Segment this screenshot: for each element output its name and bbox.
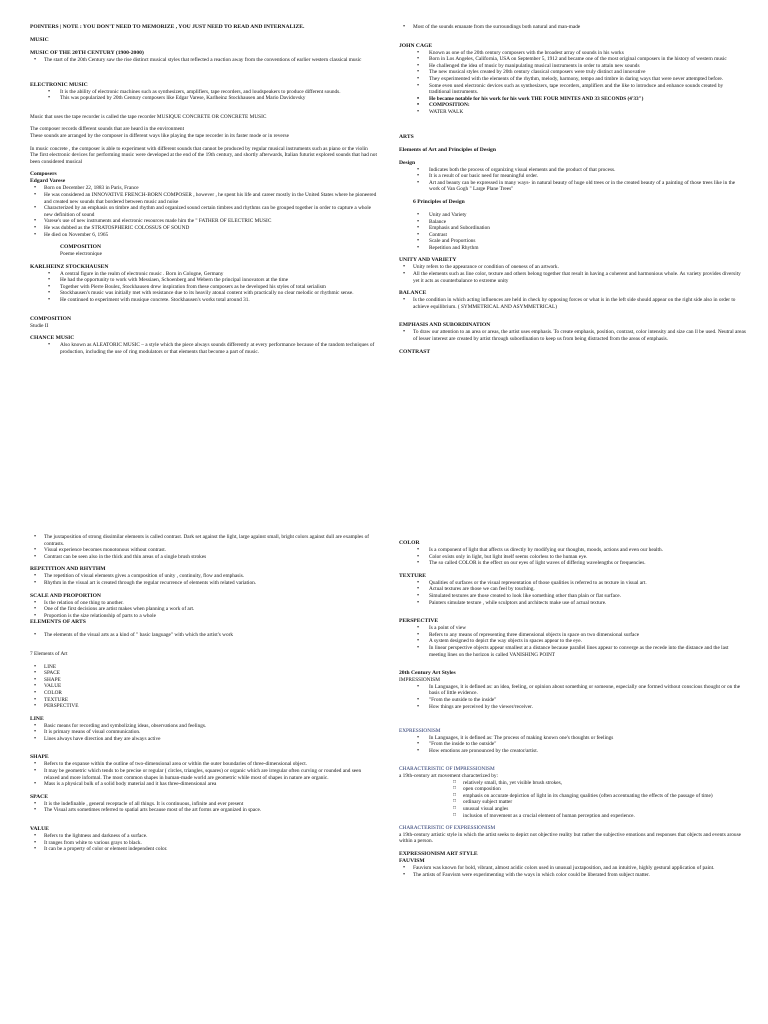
- list-item: • The juxtaposition of strong dissimilar elements is called contrast. Dark set against the light, large against small, bright colors against dull are examples of contrasts.: [30, 534, 377, 547]
- list-item: • How things are perceived by the viewer/receiver.: [399, 704, 746, 711]
- design-list: [399, 167, 746, 193]
- repetition-list: [30, 573, 377, 586]
- list-item: • Unity refers to the appearance or condition of oneness of an artwork.: [399, 264, 746, 271]
- list-item: □ ordinary subject matter: [399, 799, 746, 806]
- concrete-paragraph: These sounds are arranged by the composer in different ways like playing the tape recorder in its faster mode or in reverse: [30, 132, 289, 139]
- list-item: • LINE: [30, 664, 377, 671]
- list-item: • It is primary means of visual communication.: [30, 729, 377, 736]
- list-item: • The new musical styles created by 20th century classical composers were truly distinct and innovative: [399, 69, 746, 76]
- list-item: • Lines always have direction and they are always active: [30, 736, 377, 743]
- list-item: • It may be geometric which tends to be precise or regular ( circles, triangles, squares) or organic which are irregular often curving or rounded and seen relaxed and more informal. The most common shapes in human-made world are geometric while most of shapes in nature are organic.: [30, 768, 377, 781]
- list-item: • The start of the 20th Century saw the rise distinct musical styles that reflected a reaction away from the conventions of earlier western classical music: [30, 57, 377, 64]
- page-two: [0, 512, 768, 1024]
- list-item: • SPACE: [30, 670, 377, 677]
- characteristic-impressionism-heading: CHARACTERISTIC OF IMPRESSIONISM: [399, 766, 495, 773]
- list-item: • They experimented with the elements of the rhythm, melody, harmony, tempo and timbre in daring ways that were never attempted before.: [399, 76, 746, 83]
- balance-heading: BALANCE: [399, 290, 427, 297]
- list-item: • A system designed to depict the way objects in spaces appear to the eye.: [399, 638, 746, 645]
- chance-music-heading: CHANCE MUSIC: [30, 335, 75, 342]
- list-item: • Mass is a physical bulk of a solid body material and it has three-dimensional area: [30, 781, 377, 788]
- list-item: • "From the outside to the inside": [399, 697, 746, 704]
- texture-list: [399, 580, 746, 606]
- concrete-paragraph: The composer records different sounds that are heard in the environment: [30, 126, 185, 133]
- composition-heading: COMPOSITION: [60, 244, 102, 251]
- characteristic-impressionism-intro: a 19th-century art movement characterized by:: [399, 773, 498, 780]
- list-item: • Refers to any means of representing three dimensional objects in space on two dimensional surface: [399, 632, 746, 639]
- list-item: • It ranges from white to various grays to black.: [30, 840, 377, 847]
- composition-work: Studie II: [30, 322, 49, 329]
- list-item: • He challenged the idea of music by manipulating musical instruments in order to attain new sounds: [399, 63, 746, 70]
- design-heading: Design: [399, 159, 416, 166]
- varese-list: [30, 185, 377, 238]
- list-item: • Contrast: [399, 232, 746, 239]
- perspective-heading: PERSPECTIVE: [399, 618, 439, 625]
- list-item: • VALUE: [30, 683, 377, 690]
- list-item: • Some even used electronic devices such as synthesizers, tape recorders, amplifiers and the like to introduce and enhance sounds created by traditional instruments.: [399, 83, 746, 96]
- list-item: • Born on December 22, 1883 in Paris, France: [30, 185, 377, 192]
- page-one-right-column: [399, 24, 746, 356]
- list-item: • Most of the sounds emanate from the surroundings both natural and man-made: [399, 24, 746, 31]
- art-styles-heading: 20th Century Art Styles: [399, 670, 456, 677]
- value-heading: VALUE: [30, 826, 49, 833]
- stockhausen-heading: KARLHEINZ STOCKHAUSEN: [30, 263, 109, 270]
- list-item: • WATER WALK: [399, 109, 746, 116]
- list-item: • In Languages, it is defined as: an idea, feeling, or opinion about something or someone, especially one formed without conscious thought or on the basis of little evidence.: [399, 684, 746, 697]
- space-list: [30, 801, 377, 814]
- list-item: • The Visual arts sometimes referred to spatial arts because most of the art forms are organized in space.: [30, 807, 377, 814]
- unity-variety-heading: UNITY AND VARIETY: [399, 257, 457, 264]
- list-item: • Simulated textures are those created to look like something other than plain or flat surface.: [399, 593, 746, 600]
- music-20th-list: [30, 57, 377, 64]
- list-item: □ open composition: [399, 786, 746, 793]
- list-item: • TEXTURE: [30, 697, 377, 704]
- list-item: • Is a component of light that affects us directly by modifying our thoughts, moods, actions and even our health.: [399, 547, 746, 554]
- list-item: • Is a point of view: [399, 625, 746, 632]
- list-item: • Repetition and Rhythm: [399, 245, 746, 252]
- characteristic-expressionism-text: a 19th-century artistic style in which the artist seeks to depict not objective reality but rather the subjective emotions and responses that objects and events arouse within a person.: [399, 831, 741, 845]
- characteristic-impressionism-list: [399, 780, 746, 820]
- characteristic-expressionism-heading: CHARACTERISTIC OF EXPRESSIONISM: [399, 825, 496, 832]
- list-item: • Also known as ALEATORIC MUSIC – a style which the piece always sounds differently at every performance because of the random techniques of production, including the use of ring modulators or that elements that become a part of music.: [30, 342, 377, 355]
- fauvism-heading: FAUVISM: [399, 858, 425, 864]
- list-item: • It is a result of our basic need for meaningful order.: [399, 173, 746, 180]
- perspective-list: [399, 625, 746, 658]
- color-list: [399, 547, 746, 567]
- contrast-list: [30, 534, 377, 560]
- list-item: • PERSPECTIVE: [30, 703, 377, 710]
- emphasis-list: [399, 329, 746, 342]
- elements-principles-heading: Elements of Art and Principles of Design: [399, 146, 496, 153]
- list-item: • Painters simulate texture , while sculptors and architects make use of actual texture.: [399, 600, 746, 607]
- concrete-paragraph: In music concrete , the composer is able to experiment with different sounds that cannot be produced by regular musical instruments such as piano or the violin: [30, 145, 368, 152]
- page-two-left-column: [30, 534, 377, 853]
- musique-concrete-line: Music that uses the tape recorder is called the tape recorder MUSIQUE CONCRETE OR CONCRETE MUSIC: [30, 113, 267, 120]
- fauvism-list: [399, 865, 746, 878]
- line-list: [30, 723, 377, 743]
- seven-elements-heading: 7 Elements of Art: [30, 650, 68, 657]
- balance-list: [399, 297, 746, 310]
- list-item: • COLOR: [30, 690, 377, 697]
- composition-work: Poeme electronique: [60, 251, 102, 258]
- list-item: • Qualities of surfaces or the visual representation of those qualities is referred to as texture in visual art.: [399, 580, 746, 587]
- list-item: • Rhythm in the visual art is created through the regular recurrence of elements with related variation.: [30, 580, 377, 587]
- seven-elements-list: [30, 664, 377, 710]
- list-item: • The repetition of visual elements gives a composition of unity , continuity, flow and emphasis.: [30, 573, 377, 580]
- list-item: • Is the condition in which acting influences are held in check by opposing forces or what is in the left side should appear on the right side also in order to achieve equilibrium. ( SYMMETRICAL AND ASYMMETRICAL): [399, 297, 746, 310]
- list-item: • Scale and Proportions: [399, 238, 746, 245]
- emphasis-heading: EMPHASIS AND SUBORDINATION: [399, 322, 491, 329]
- impressionism-heading: IMPRESSIONISM: [399, 677, 440, 684]
- list-item: □ relatively small, thin, yet visible brush strokes,: [399, 780, 746, 787]
- composition-heading: COMPOSITION: [30, 315, 72, 322]
- list-item: • The artists of Fauvism were experimenting with the ways in which color could be liberated from subject matter.: [399, 872, 746, 879]
- list-item: • Emphasis and Subordination: [399, 225, 746, 232]
- space-heading: SPACE: [30, 793, 48, 800]
- list-item: • One of the first decisions are artist makes when planning a work of art.: [30, 606, 377, 613]
- list-item: • Color exists only in light, but light itself seems colorless to the human eye.: [399, 554, 746, 561]
- list-item: □ inclusion of movement as a crucial element of human perception and experience.: [399, 813, 746, 820]
- list-item: • He had the opportunity to work with Messiaen, Schoenberg and Webern the principal innovators at the time: [30, 277, 377, 284]
- unity-list: [399, 264, 746, 284]
- list-item: • Refers to the lightness and darkness of a surface.: [30, 833, 377, 840]
- expressionism-heading: EXPRESSIONISM: [399, 728, 441, 735]
- shape-list: [30, 761, 377, 787]
- list-item: • Born in Los Angeles, California, USA on September 5, 1912 and became one of the most original composers in the history of western music: [399, 56, 746, 63]
- music-20th-century-heading: MUSIC OF THE 20TH CENTURY (1900-2000): [30, 50, 144, 56]
- stockhausen-list: [30, 271, 377, 304]
- list-item: • Contrast can be seen also in the thick and thin areas of a single brush strokes: [30, 554, 377, 561]
- value-list: [30, 833, 377, 853]
- list-item: • He died on November 6, 1965: [30, 232, 377, 239]
- list-item: • Varese's use of new instruments and electronic resources made him the " FATHER OF ELECTRIC MUSIC: [30, 218, 377, 225]
- music-heading: MUSIC: [30, 37, 49, 43]
- line-heading: LINE: [30, 715, 44, 722]
- list-item: □ unusual visual angles: [399, 806, 746, 813]
- list-item: • Balance: [399, 219, 746, 226]
- list-item: • This was popularized by 20th Century composers like Edgar Varese, Karlheinz Stockhausen and Mario Davidovsky: [30, 95, 377, 102]
- expressionism-list: [399, 735, 746, 755]
- list-item: • Characterized by an emphasis on timbre and rhythm and organized sound certain timbres and rhythms can be grouped together in order to capture a whole new definition of sound: [30, 205, 377, 218]
- repetition-rhythm-heading: REPETITION AND RHYTHM: [30, 566, 106, 573]
- color-heading: COLOR: [399, 540, 420, 546]
- list-item: □ emphasis on accurate depiction of light in its changing qualities (often accentuating the effects of the passage of time): [399, 793, 746, 800]
- john-cage-heading: JOHN CAGE: [399, 42, 433, 49]
- list-item: • It is the ability of electronic machines such as synthesizers, amplifiers, tape recorders, and loudspeakers to produce different sounds.: [30, 89, 377, 96]
- shape-heading: SHAPE: [30, 754, 49, 761]
- elements-list: [30, 632, 377, 639]
- list-item: • Is the relation of one thing to another.: [30, 600, 377, 607]
- list-item: • Actual textures are those we can feel by touching.: [399, 586, 746, 593]
- list-item: • Fauvism was known for bold, vibrant, almost acidic colors used in unusual juxtaposition, and an intuitive, highly gestural application of paint.: [399, 865, 746, 872]
- john-cage-list: [399, 50, 746, 116]
- list-item: • COMPOSITION:: [399, 102, 746, 109]
- list-item: • Indicates both the process of organizing visual elements and the product of that process.: [399, 167, 746, 174]
- list-item: • The elements of the visual arts as a kind of " basic language" with which the artist's work: [30, 632, 377, 639]
- list-item: • It can be a property of color or element independent color.: [30, 846, 377, 853]
- list-item: • A central figure in the realm of electronic music . Born in Cologne, Germany: [30, 271, 377, 278]
- composers-heading: Composers: [30, 171, 57, 178]
- contrast-heading: CONTRAST: [399, 348, 431, 355]
- list-item: • How emotions are pronounced by the creator/artist.: [399, 748, 746, 755]
- list-item: • Known as one of the 20th century composers with the broadest array of sounds in his works: [399, 50, 746, 57]
- list-item: • "From the inside to the outside": [399, 741, 746, 748]
- elements-of-arts-heading: ELEMENTS OF ARTS: [30, 619, 86, 626]
- list-item: • Visual experience becomes monotonous without contrast.: [30, 547, 377, 554]
- concrete-paragraph: The first electronic devices for performing music were developed at the end of the 19th century, and shortly afterwards, Italian futurist explored sounds that had not been considered musical: [30, 152, 377, 165]
- list-item: • Basic means for recording and symbolizing ideas, observations and feelings.: [30, 723, 377, 730]
- electronic-music-list: [30, 89, 377, 102]
- impressionism-list: [399, 684, 746, 710]
- pointers-header: POINTERS | NOTE : YOU DON'T NEED TO MEMORIZE , YOU JUST NEED TO READ AND INTERNALIZE.: [30, 24, 305, 30]
- list-item: • In linear perspective objects appear smallest at a distance because parallel lines appear to converge as the recede into the distance and the last meeting lines on the horizon is called VANISHING POINT: [399, 645, 746, 658]
- list-item: • Refers to the expanse within the outline of two-dimensional area or within the outer boundaries of three-dimensional object.: [30, 761, 377, 768]
- list-item: • Art and beauty can be expressed in many ways- in natural beauty of huge old trees or in the created beauty of a painting of those trees like in the work of Van Gogh " Large Plane Trees": [399, 180, 746, 193]
- list-item: • Proportion is the size relationship of parts to a whole: [30, 613, 377, 620]
- list-item: • To draw our attention to an area or areas, the artist uses emphasis. To create emphasis, position, contrast, color intensity and size can ll be used. Neutral areas of lesser interest are created by artist through subordination to keep us from being distracted from the areas of emphasis.: [399, 329, 746, 342]
- principles-list: [399, 212, 746, 252]
- six-principles-heading: 6 Principles of Design: [413, 198, 465, 205]
- list-item: • Stockhausen's music was initially met with resistance due to its heavily atonal content with practically no clear melodic or rhythmic sense.: [30, 290, 377, 297]
- sounds-list: [399, 24, 746, 31]
- list-item: • In Languages, it is defined as: The process of making known one's thoughts or feelings: [399, 735, 746, 742]
- list-item: • He became notable for his work for his work THE FOUR MINTES AND 33 SECONDS (4'33"): [399, 96, 746, 103]
- expressionism-style-heading: EXPRESSIONISM ART STYLE: [399, 851, 478, 857]
- list-item: • SHAPE: [30, 677, 377, 684]
- list-item: • He was dubbed as the STRATOSPHERIC COLOSSUS OF SOUND: [30, 225, 377, 232]
- list-item: • It is the indefinable , general receptacle of all things. It is continuous, infinite and ever present: [30, 801, 377, 808]
- scale-list: [30, 600, 377, 620]
- list-item: • He continued to experiment with musique concrete. Stockhausen's works total around 31.: [30, 297, 377, 304]
- texture-heading: TEXTURE: [399, 572, 427, 579]
- list-item: • He was considered an INNOVATIVE FRENCH-BORN COMPOSER , however , he spent his life and career mostly in the United States where he pioneered and created new sounds that bordered between music and noise: [30, 192, 377, 205]
- list-item: • All the elements such as line color, texture and others belong together that result in having a coherent and harmonious whole. As variety provides diversity yet it acts as counterbalance to extreme unity: [399, 271, 746, 284]
- list-item: • Unity and Variety: [399, 212, 746, 219]
- page-two-right-column: [399, 534, 746, 878]
- list-item: • The so called COLOR is the effect on our eyes of light waves of differing wavelengths or frequencies.: [399, 560, 746, 567]
- chance-music-list: [30, 342, 377, 355]
- varese-heading: Edgard Varese: [30, 178, 66, 185]
- page-one-left-column: [30, 24, 377, 355]
- electronic-music-heading: ELECTRONIC MUSIC: [30, 81, 88, 88]
- scale-proportion-heading: SCALE AND PROPORTION: [30, 592, 101, 599]
- arts-heading: ARTS: [399, 133, 414, 140]
- list-item: • Together with Pierre Boulez, Stockhausen drew inspiration from these composers as he developed his styles of total serialism: [30, 284, 377, 291]
